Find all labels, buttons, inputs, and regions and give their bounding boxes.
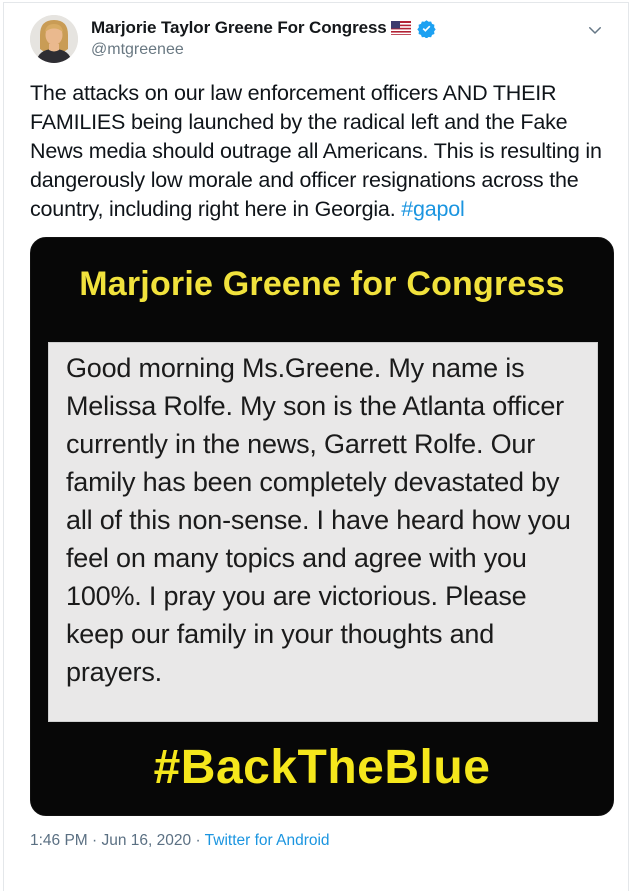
avatar-image (30, 15, 78, 63)
chevron-down-icon[interactable] (586, 21, 604, 39)
tweet-body (30, 79, 608, 224)
tweet-card (3, 2, 629, 891)
us-flag-icon (391, 21, 411, 35)
tweet-header (30, 15, 612, 63)
author-identity (91, 15, 436, 59)
tweet-body-text: The attacks on our law enforcement officers AND THEIR FAMILIES being launched by the radical left and the Fake News media should outrage all Americans. This is resulting in dangerously low morale and officer resignations across the country, including right here in Georgia. (30, 81, 602, 221)
media-message-text: Good morning Ms.Greene. My name is Melissa Rolfe. My son is the Atlanta officer currently in the news, Garrett Rolfe. Our family has been completely devastated by all of this non-sense. I have heard how you feel on many topics and agree with you 100%. I pray you are victorious. Please keep our family in your thoughts and prayers. (66, 353, 571, 687)
author-handle[interactable]: @mtgreenee (91, 41, 184, 58)
tweet-source-link[interactable]: Twitter for Android (204, 832, 330, 849)
avatar[interactable] (30, 15, 78, 63)
tweet-media-image[interactable] (30, 237, 614, 816)
meta-separator: · (191, 832, 205, 849)
media-message-box (48, 342, 598, 722)
tweet-timestamp: 1:46 PM · Jun 16, 2020 (30, 832, 192, 849)
author-name[interactable]: Marjorie Taylor Greene For Congress (91, 18, 387, 37)
media-title: Marjorie Greene for Congress (79, 265, 565, 303)
verified-badge-icon (417, 19, 436, 38)
tweet-meta (30, 832, 612, 850)
hashtag-gapol-link[interactable]: #gapol (401, 197, 465, 221)
media-hashtag-backtheblue: #BackTheBlue (153, 741, 491, 794)
